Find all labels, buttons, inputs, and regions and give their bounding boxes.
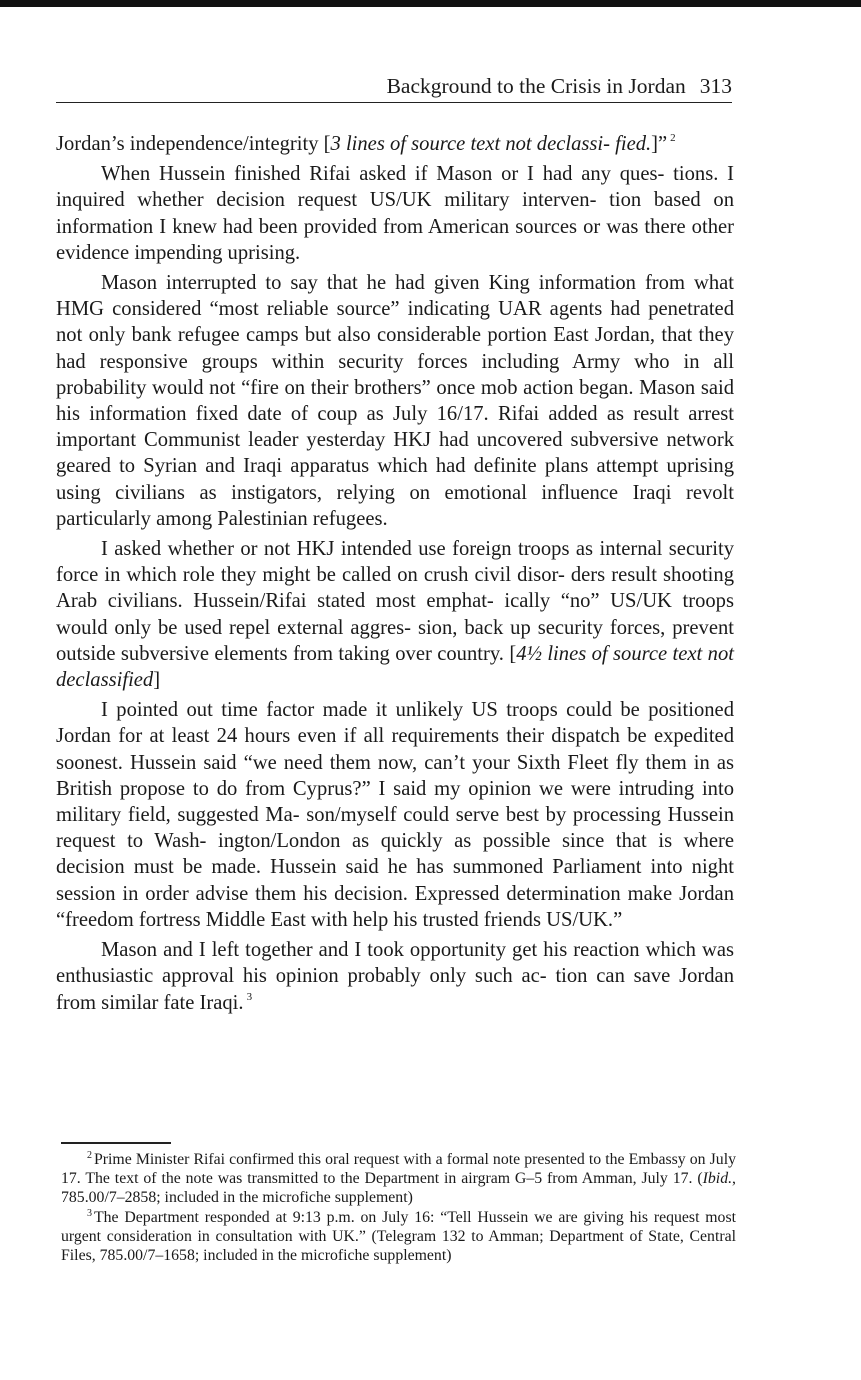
footnote-ref: 3 xyxy=(246,990,253,1003)
paragraph: Jordan’s independence/integrity [3 lines of source text not declassi- fied.]” $^2$ xyxy=(56,132,676,155)
footnote-rule xyxy=(61,1142,171,1144)
paragraph: I pointed out time factor made it unlikely US troops could be positioned Jordan for at least 24 hours even if all requirements their dispatch be expedited soonest. Hussein said “we need them now, can’t your Sixth Fleet fly them in as British propose to do from Cyprus?” I said my opinion we were intruding into military field, suggested Ma- son/myself could serve best by processing Hussein request to Wash- ington/London as quickly as possible since that is where decision must be made. Hussein said he has summoned Parliament into night session in order advise them his decision. Expressed determination make Jordan “freedom fortress Middle East with help his trusted friends US/UK.” xyxy=(56,699,734,931)
running-title: Background to the Crisis in Jordan xyxy=(386,74,686,98)
paragraph: When Hussein finished Rifai asked if Mason or I had any ques- tions. I inquired whether decision request US/UK military interven- tion based on information I knew had been provided from American sources or was there other evidence impending uprising. xyxy=(56,163,734,264)
footnote: $^3$ The Department responded at 9:13 p.m. on July 16: “Tell Hussein we are giving his request most urgent consideration in consultation with UK.” (Telegram 132 to Amman; Department of State, Central Files, 785.00/7–1658; included in the microfiche supplement) xyxy=(61,1207,736,1265)
footnote-ref: 2 xyxy=(670,132,676,144)
footnote-number: 2 xyxy=(87,1150,92,1161)
footnote: $^2$ Prime Minister Rifai confirmed this oral request with a formal note presented to the Embassy on July 17. The text of the note was transmitted to the Department in airgram G–5 from Amman, July 17. (Ibid., 785.00/7–2858; included in the microfiche supplement) xyxy=(61,1150,736,1207)
footnote-number: 3 xyxy=(87,1207,92,1219)
page-top-border xyxy=(0,0,861,7)
paragraph: Mason interrupted to say that he had given King information from what HMG considered “most reliable source” indicating UAR agents had penetrated not only bank refugee camps but also considerable portion East Jordan, that they had responsive groups within security forces including Army who in all probability would not “fire on their brothers” once mob action began. Mason said his information fixed date of coup as July 16/17. Rifai added as result arrest important Communist leader yesterday HKJ had uncovered subversive network geared to Syrian and Iraqi apparatus which had definite plans attempt uprising using civilians as instigators, relying on emotional influence Iraqi revolt particularly among Palestinian refugees. xyxy=(56,272,734,530)
body-text xyxy=(56,131,734,1020)
paragraph: I asked whether or not HKJ intended use foreign troops as internal security force in which role they might be called on crush civil disor- ders result shooting Arab civilians. Hussein/Rifai stated most emphat- ically “no” US/UK troops would only be used repel external aggres- sion, back up security forces, prevent outside subversive elements from taking over country. [4½ lines of source text not declassified] xyxy=(56,538,734,692)
redaction-note: 4½ lines of source text not declassified xyxy=(56,642,734,692)
footnotes xyxy=(61,1150,736,1265)
paragraph: Mason and I left together and I took opportunity get his reaction which was enthusiastic approval his opinion probably only such ac- tion can save Jordan from similar fate Iraqi. $^3$ xyxy=(56,939,734,1014)
redaction-note: 3 lines of source text not declassi- fied. xyxy=(330,133,652,155)
page-number: 313 xyxy=(699,74,732,98)
running-head xyxy=(56,74,732,103)
